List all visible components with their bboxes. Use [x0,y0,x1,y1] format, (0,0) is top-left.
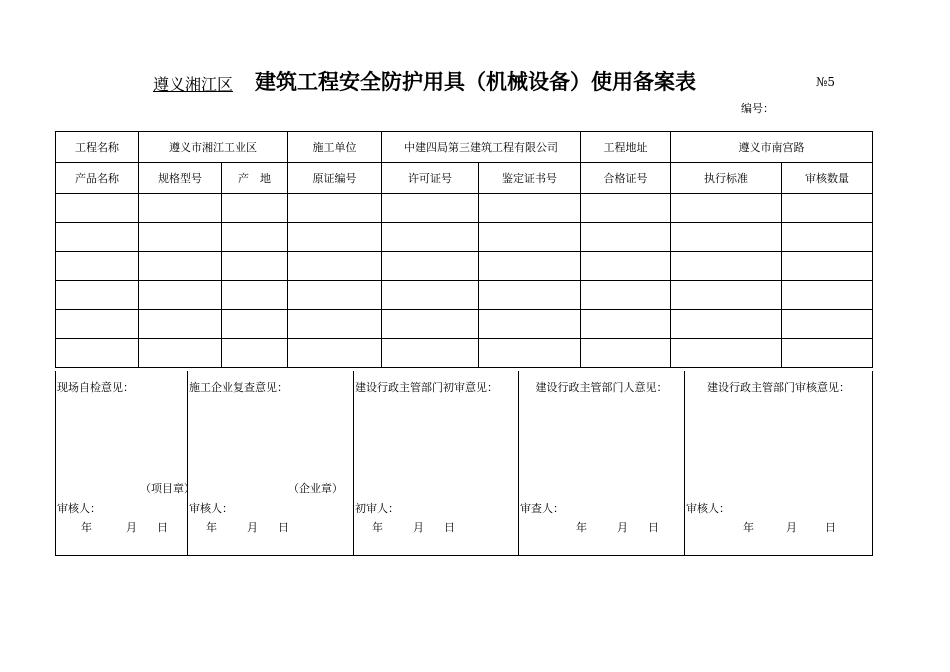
registration-table [55,131,873,368]
doc-number-label: 编号： [741,102,774,115]
reviewer-label: 初审人： [355,502,399,515]
table-row [56,252,873,281]
table-row [56,281,873,310]
date-day: 日 [825,521,836,534]
table-cell[interactable] [581,310,671,339]
contractor-value: 中建四局第三建筑工程有限公司 [382,132,581,163]
table-cell[interactable] [222,281,288,310]
opinion-label: 建设行政主管部门人意见： [535,381,668,394]
table-cell[interactable] [782,281,873,310]
table-cell[interactable] [479,252,581,281]
col-header-model: 规格型号 [139,163,222,194]
table-cell[interactable] [671,252,782,281]
reviewer-label: 审核人： [57,502,101,515]
table-cell[interactable] [222,194,288,223]
col-header-approved-qty: 审核数量 [782,163,873,194]
table-cell[interactable] [479,223,581,252]
column-header-row [56,163,873,194]
date-month: 月 [126,521,137,534]
table-cell[interactable] [288,194,382,223]
table-cell[interactable] [139,281,222,310]
opinion-label: 施工企业复查意见： [189,381,288,394]
opinion-cell-final-review [685,371,873,556]
table-cell[interactable] [382,310,479,339]
table-cell[interactable] [479,194,581,223]
date-year: 年 [206,521,217,534]
date-year: 年 [372,521,383,534]
table-cell[interactable] [782,310,873,339]
table-row [56,223,873,252]
table-cell[interactable] [222,339,288,368]
table-cell[interactable] [382,281,479,310]
table-cell[interactable] [56,310,139,339]
table-cell[interactable] [782,223,873,252]
table-cell[interactable] [56,194,139,223]
table-cell[interactable] [581,194,671,223]
data-rows [56,194,873,368]
table-cell[interactable] [671,194,782,223]
table-cell[interactable] [671,310,782,339]
table-cell[interactable] [782,194,873,223]
date-day: 日 [444,521,455,534]
table-row [56,339,873,368]
reviewer-label: 审核人： [686,502,730,515]
document-title [0,66,950,96]
table-cell[interactable] [288,223,382,252]
date-month: 月 [786,521,797,534]
col-header-standard: 执行标准 [671,163,782,194]
date-month: 月 [247,521,258,534]
date-day: 日 [278,521,289,534]
table-cell[interactable] [288,339,382,368]
table-cell[interactable] [782,252,873,281]
opinion-section [55,371,873,556]
date-month: 月 [413,521,424,534]
table-cell[interactable] [581,252,671,281]
opinion-cell-department-opinion [519,371,685,556]
table-cell[interactable] [139,252,222,281]
enterprise-seal-label: （企业章） [288,482,343,495]
table-cell[interactable] [56,252,139,281]
opinion-cell-site-inspection [56,371,195,556]
table-cell[interactable] [782,339,873,368]
table-cell[interactable] [288,252,382,281]
col-header-qualification-cert-no: 合格证号 [581,163,671,194]
date-line [372,519,455,535]
date-month: 月 [617,521,628,534]
table-cell[interactable] [288,310,382,339]
title-main: 建筑工程安全防护用具（机械设备）使用备案表 [255,70,696,94]
table-cell[interactable] [222,310,288,339]
table-cell[interactable] [479,339,581,368]
project-name-value: 遵义市湘江工业区 [139,132,288,163]
col-header-license-no: 许可证号 [382,163,479,194]
table-cell[interactable] [382,252,479,281]
table-cell[interactable] [479,310,581,339]
date-year: 年 [743,521,754,534]
table-cell[interactable] [139,223,222,252]
form-serial-number: №5 [816,75,835,89]
title-district: 遵义湘江区 [153,75,234,94]
reviewer-label: 审核人： [189,502,233,515]
opinion-label: 建设行政主管部门初审意见： [355,381,498,394]
project-address-label: 工程地址 [581,132,671,163]
reviewer-label: 审查人： [520,502,564,515]
project-seal-label: （项目章） [140,482,195,495]
table-cell[interactable] [382,194,479,223]
table-cell[interactable] [671,339,782,368]
table-row [56,310,873,339]
table-cell[interactable] [382,339,479,368]
table-cell[interactable] [56,281,139,310]
table-cell[interactable] [56,339,139,368]
opinion-cell-enterprise-review [188,371,354,556]
project-info-row [56,132,873,163]
col-header-product-name: 产品名称 [56,163,139,194]
table-cell[interactable] [222,252,288,281]
table-cell[interactable] [56,223,139,252]
col-header-appraisal-cert-no: 鉴定证书号 [479,163,581,194]
date-year: 年 [576,521,587,534]
opinion-cell-preliminary-review [354,371,519,556]
opinion-label: 现场自检意见： [57,381,134,394]
opinion-label: 建设行政主管部门审核意见： [707,381,850,394]
table-row [56,194,873,223]
date-day: 日 [157,521,168,534]
table-cell[interactable] [139,194,222,223]
date-line [743,519,836,535]
date-line [576,519,659,535]
table-cell[interactable] [479,281,581,310]
table-cell[interactable] [581,223,671,252]
date-day: 日 [648,521,659,534]
table-cell[interactable] [382,223,479,252]
col-header-original-cert-no: 原证编号 [288,163,382,194]
table-cell[interactable] [139,310,222,339]
table-cell[interactable] [581,281,671,310]
col-header-origin: 产 地 [222,163,288,194]
date-year: 年 [81,521,92,534]
date-line [81,519,168,535]
date-line [206,519,289,535]
project-address-value: 遵义市南宫路 [671,132,873,163]
table-cell[interactable] [671,223,782,252]
table-cell[interactable] [671,281,782,310]
project-name-label: 工程名称 [56,132,139,163]
table-cell[interactable] [288,281,382,310]
contractor-label: 施工单位 [288,132,382,163]
table-cell[interactable] [222,223,288,252]
table-cell[interactable] [139,339,222,368]
table-cell[interactable] [581,339,671,368]
